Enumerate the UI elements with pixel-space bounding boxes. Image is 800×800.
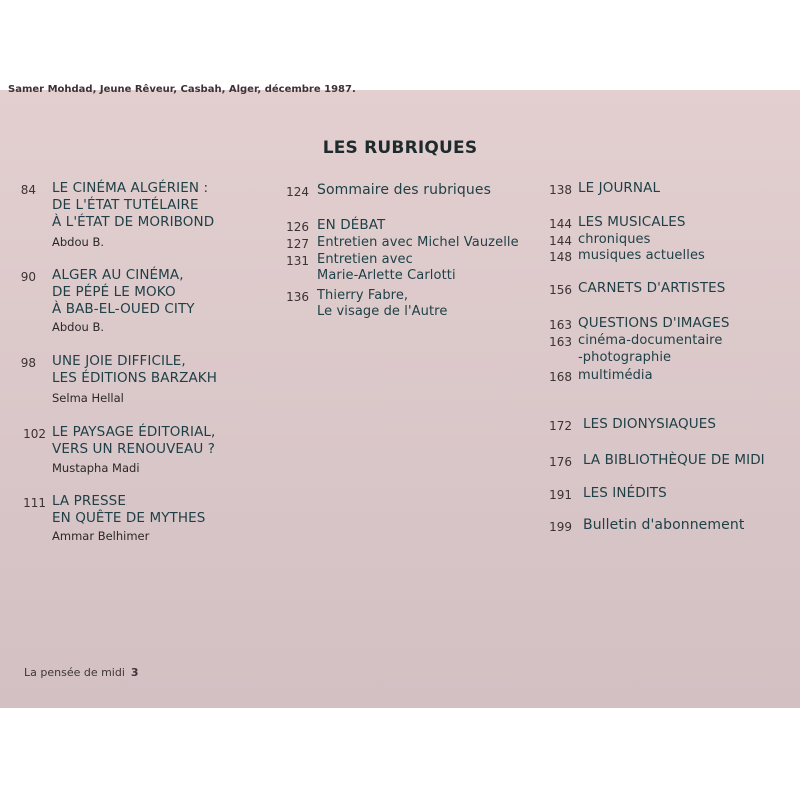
entry-title-line: EN DÉBAT	[317, 217, 386, 233]
page-number: 102	[23, 427, 46, 441]
entry-title-line: Bulletin d'abonnement	[583, 517, 745, 533]
entry-title-line: multimédia	[578, 368, 653, 383]
section-heading: LES RUBRIQUES	[322, 138, 478, 158]
entry-title-line: DE PÉPÉ LE MOKO	[52, 284, 176, 300]
entry-title-line: LE PAYSAGE ÉDITORIAL,	[52, 424, 216, 440]
entry-title-line: Marie-Arlette Carlotti	[317, 268, 456, 283]
page-number: 156	[549, 283, 572, 297]
page-number: 168	[549, 370, 572, 384]
entry-title-line: DE L'ÉTAT TUTÉLAIRE	[52, 197, 199, 213]
page-number: 90	[20, 270, 36, 284]
page-number: 127	[286, 237, 309, 251]
entry-title-line: ALGER AU CINÉMA,	[52, 267, 184, 283]
entry-title-line: LA BIBLIOTHÈQUE DE MIDI	[583, 452, 765, 468]
entry-title-line: Thierry Fabre,	[317, 288, 409, 303]
page-number: 172	[549, 419, 572, 433]
page-folio: 3	[130, 666, 139, 679]
page-number: 84	[20, 183, 36, 197]
entry-title-line: UNE JOIE DIFFICILE,	[52, 353, 186, 369]
page-number: 176	[549, 455, 572, 469]
page-number: 163	[549, 335, 572, 349]
page-number: 136	[286, 290, 309, 304]
page-footer	[24, 666, 139, 679]
page-number: 124	[286, 185, 309, 199]
entry-title-line: LES DIONYSIAQUES	[583, 416, 717, 432]
page-number: 131	[286, 254, 309, 268]
page-number: 191	[549, 488, 572, 502]
entry-title-line: LES INÉDITS	[583, 485, 667, 501]
page-number: 144	[549, 217, 572, 231]
page-number: 163	[549, 318, 572, 332]
entry-title-line: LA PRESSE	[52, 493, 126, 509]
entry-title-line: chroniques	[578, 232, 651, 247]
page-number: 144	[549, 234, 572, 248]
entry-title-line: musiques actuelles	[578, 248, 705, 263]
entry-title-line: LE JOURNAL	[578, 180, 661, 196]
entry-author: Mustapha Madi	[52, 461, 140, 475]
entry-title-line: Entretien avec Michel Vauzelle	[317, 235, 519, 250]
entry-title-line: QUESTIONS D'IMAGES	[578, 315, 730, 331]
entry-title-line: À L'ÉTAT DE MORIBOND	[52, 214, 215, 230]
magazine-page	[0, 84, 800, 708]
entry-title-line: LES ÉDITIONS BARZAKH	[52, 370, 217, 386]
entry-title-line: Sommaire des rubriques	[317, 182, 491, 198]
entry-title-line: VERS UN RENOUVEAU ?	[52, 441, 216, 457]
entry-title-line: EN QUÊTE DE MYTHES	[52, 510, 206, 526]
entry-author: Ammar Belhimer	[52, 529, 150, 543]
entry-title-line: -photographie	[578, 350, 672, 365]
entry-author: Selma Hellal	[52, 391, 124, 405]
entry-author: Abdou B.	[52, 320, 104, 334]
magazine-name: La pensée de midi	[24, 666, 125, 679]
page-number: 148	[549, 250, 572, 264]
page-number: 111	[23, 496, 46, 510]
entry-title-line: Le visage de l'Autre	[317, 304, 448, 319]
page-number: 138	[549, 183, 572, 197]
entry-title-line: cinéma-documentaire	[578, 333, 723, 348]
entry-title-line: Entretien avec	[317, 252, 413, 267]
entry-title-line: À BAB-EL-OUED CITY	[52, 301, 195, 317]
entry-title-line: LES MUSICALES	[578, 214, 686, 230]
entry-title-line: CARNETS D'ARTISTES	[578, 280, 726, 296]
photo-caption: Samer Mohdad, Jeune Rêveur, Casbah, Alger, décembre 1987.	[8, 84, 356, 95]
entry-title-line: LE CINÉMA ALGÉRIEN :	[52, 180, 209, 196]
page-number: 199	[549, 520, 572, 534]
page-number: 98	[20, 356, 36, 370]
entry-author: Abdou B.	[52, 235, 104, 249]
page-number: 126	[286, 220, 309, 234]
